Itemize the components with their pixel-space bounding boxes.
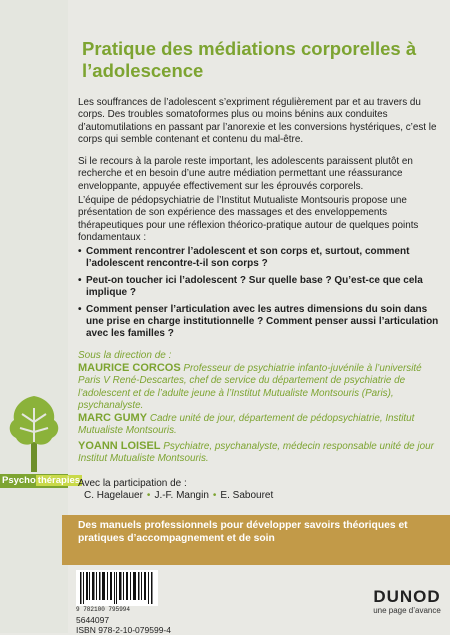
question-item: • Comment penser l’articulation avec les autres dimensions du soin dans une prise en charge institutionnelle ? Comment penser aussi l’articulation avec les familles ?: [78, 304, 444, 341]
author-bio: Professeur de psychiatrie infanto-juvénile à l’université Paris V René-Descartes, chef de service du département de psychiatrie de l’adolescent et de l’adulte jeune à l’Institut Mutualiste Montsouris (Paris), psychanalyste.: [78, 363, 422, 412]
barcode-icon: [76, 570, 158, 606]
collection-label: [0, 474, 81, 488]
author-block: [78, 412, 444, 438]
collection-part1: Psycho: [2, 475, 36, 486]
participant-name: E. Sabouret: [220, 490, 274, 501]
author-name: YOANN LOISEL: [78, 440, 161, 452]
book-title: Pratique des médiations corporelles à l’adolescence: [82, 38, 417, 81]
participant-name: C. Hagelauer: [84, 490, 143, 501]
bullet-separator: •: [212, 490, 217, 501]
left-sidebar-strip: [0, 0, 81, 633]
author-bio: Psychiatre, psychanalyste, médecin responsable unité de jour Institut Mutualiste Montsouris.: [78, 441, 434, 465]
tree-logo-icon: [2, 388, 66, 472]
barcode-number: 9 782100 795994: [76, 606, 131, 613]
paragraph-team: L’équipe de pédopsychiatrie de l’Institut Mutualiste Montsouris propose une présentation de son expérience des massages et des enveloppements thérapeutiques pour une réflexion théorico-pratique autour de quelques points fondamentaux :: [78, 195, 419, 244]
author-name: MAURICE CORCOS: [78, 362, 181, 374]
author-block: [78, 440, 444, 466]
paragraph-mediation: Si le recours à la parole reste important, les adolescents paraissent plutôt en recherche et en besoin d’une autre médiation permettant une réassurance enveloppante, appuyée effectivement sur les éprouvés corporels.: [78, 156, 413, 192]
participant-name: J.-F. Mangin: [154, 490, 209, 501]
publisher-name: DUNOD: [373, 587, 441, 606]
direction-heading: Sous la direction de :: [78, 350, 172, 361]
participation-heading: Avec la participation de :: [78, 478, 187, 489]
participants-list: [84, 490, 273, 501]
isbn-number: ISBN 978-2-10-079599-4: [76, 624, 171, 635]
collection-part2: thérapies: [37, 475, 81, 486]
question-item: • Peut-on toucher ici l’adolescent ? Sur quelle base ? Qu’est-ce que cela implique ?: [78, 275, 444, 300]
question-item: • Comment rencontrer l’adolescent et son corps et, surtout, comment l’adolescent rencontre-t-il son corps ?: [78, 246, 444, 271]
publisher-tagline: une page d’avance: [373, 606, 441, 615]
questions-list: [78, 246, 444, 345]
series-banner-text: Des manuels professionnels pour développer savoirs théoriques et pratiques d’accompagnement et de soin: [78, 520, 408, 544]
isbn-block: [76, 616, 171, 635]
author-name: MARC GUMY: [78, 412, 148, 424]
author-bio: Cadre unité de jour, département de pédopsychiatrie, Institut Mutualiste Montsouris.: [78, 413, 415, 437]
author-block: [78, 362, 444, 413]
bullet-separator: •: [146, 490, 151, 501]
publisher-logo: [372, 588, 442, 616]
product-code: 5644097: [76, 615, 110, 625]
paragraph-intro: Les souffrances de l’adolescent s’expriment régulièrement par et au travers du corps. Des troubles somatoformes plus ou moins bénins aux conduites d’automutilations en passant par l’anorexie et les conversions hystériques, c’est le corps qui semble contenant et contenu du mal-être.: [78, 97, 437, 146]
